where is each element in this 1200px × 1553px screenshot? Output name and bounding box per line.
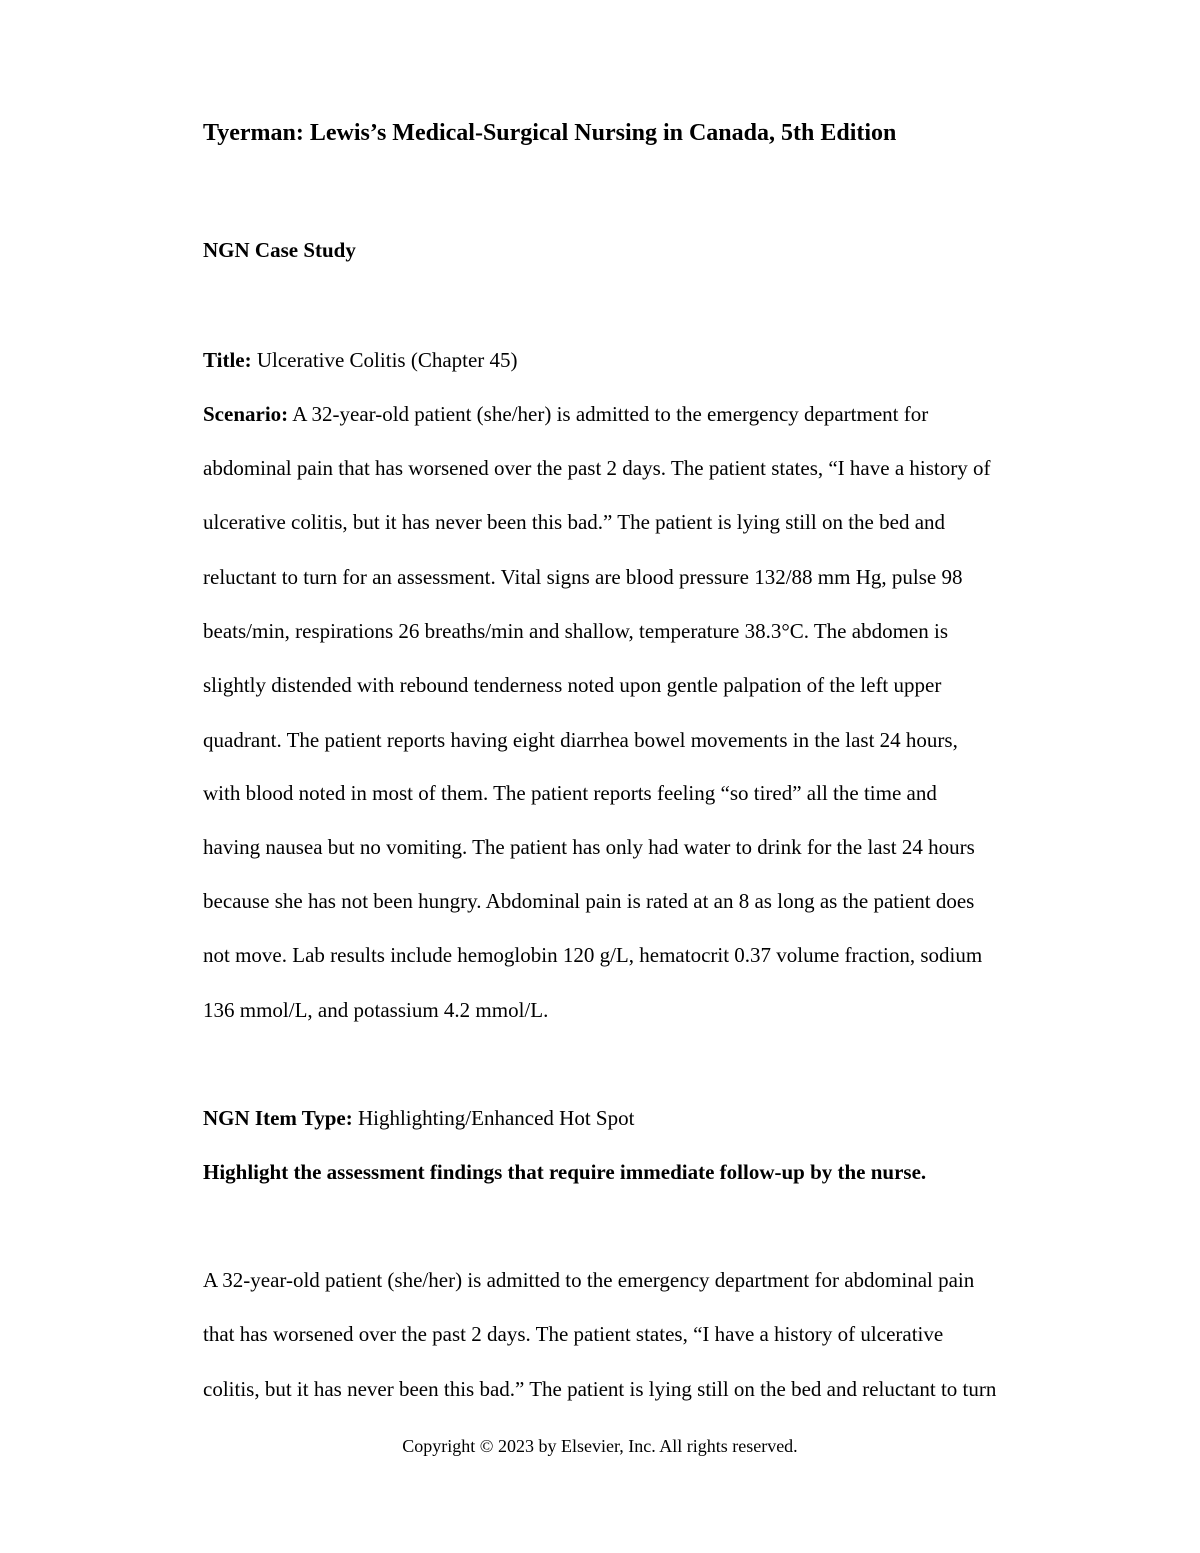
scenario-line: slightly distended with rebound tenderness noted upon gentle palpation of the left upper (203, 673, 942, 697)
scenario-text: A 32-year-old patient (she/her) is admitted to the emergency department for (288, 402, 929, 426)
item-type-line (203, 1103, 634, 1133)
scenario-line: quadrant. The patient reports having eight diarrhea bowel movements in the last 24 hours, (203, 728, 958, 752)
item-type-label: NGN Item Type: (203, 1106, 353, 1130)
scenario-label: Scenario: (203, 402, 289, 426)
scenario-line: not move. Lab results include hemoglobin 120 g/L, hematocrit 0.37 volume fraction, sodium (203, 943, 983, 967)
section-label: NGN Case Study (203, 238, 356, 262)
scenario-line: having nausea but no vomiting. The patient has only had water to drink for the last 24 hours (203, 835, 975, 859)
scenario-line-1 (203, 399, 928, 429)
hotspot-line[interactable]: that has worsened over the past 2 days. The patient states, “I have a history of ulcerative (203, 1322, 944, 1346)
hotspot-line[interactable]: A 32-year-old patient (she/her) is admitted to the emergency department for abdominal pain (203, 1268, 975, 1292)
scenario-line: beats/min, respirations 26 breaths/min and shallow, temperature 38.3°C. The abdomen is (203, 619, 948, 643)
scenario-line: with blood noted in most of them. The patient reports feeling “so tired” all the time and (203, 781, 937, 805)
hotspot-line[interactable]: colitis, but it has never been this bad.” The patient is lying still on the bed and reluctant to turn (203, 1377, 997, 1401)
case-title-line (203, 345, 518, 375)
scenario-line: 136 mmol/L, and potassium 4.2 mmol/L. (203, 998, 549, 1022)
scenario-line: reluctant to turn for an assessment. Vital signs are blood pressure 132/88 mm Hg, pulse 98 (203, 565, 963, 589)
item-type-value: Highlighting/Enhanced Hot Spot (352, 1106, 635, 1130)
case-title-value: Ulcerative Colitis (Chapter 45) (251, 348, 518, 372)
document-title: Tyerman: Lewis’s Medical-Surgical Nursing in Canada, 5th Edition (203, 120, 897, 146)
scenario-line: ulcerative colitis, but it has never been this bad.” The patient is lying still on the bed and (203, 510, 946, 534)
copyright-footer: Copyright © 2023 by Elsevier, Inc. All rights reserved. (402, 1436, 798, 1456)
instruction: Highlight the assessment findings that require immediate follow-up by the nurse. (203, 1160, 927, 1184)
scenario-line: because she has not been hungry. Abdominal pain is rated at an 8 as long as the patient does (203, 889, 975, 913)
scenario-line: abdominal pain that has worsened over the past 2 days. The patient states, “I have a history of (203, 456, 991, 480)
case-title-label: Title: (203, 348, 252, 372)
